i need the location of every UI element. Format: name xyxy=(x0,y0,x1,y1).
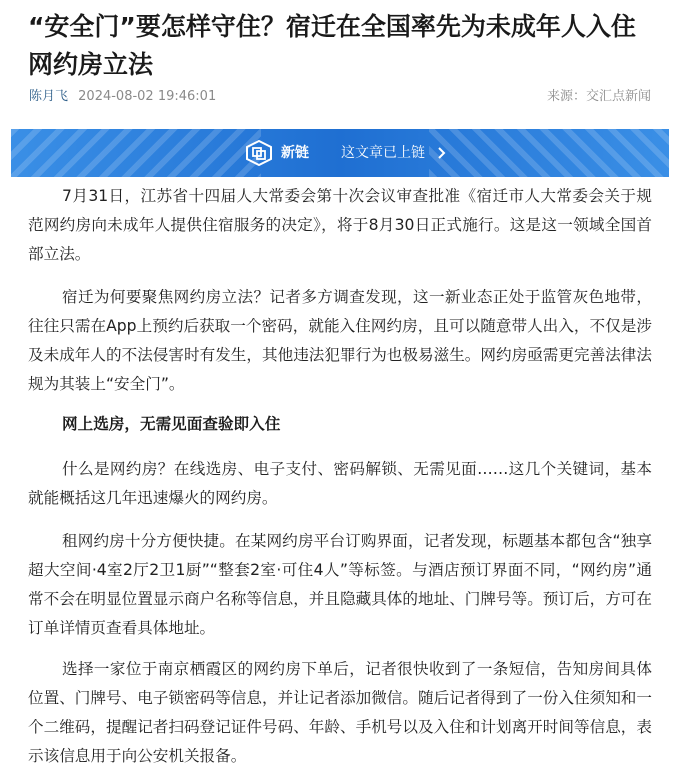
banner-stripes-right xyxy=(429,129,669,177)
publish-date: 2024-08-02 19:46:01 xyxy=(78,89,217,104)
article-meta xyxy=(29,87,651,107)
paragraph: 7月31日，江苏省十四届人大常委会第十次会议审查批准《宿迁市人大常委会关于规范网约房向未成年人提供住宿服务的决定》，将于8月30日正式施行。这是这一领域全国首部立法。 xyxy=(28,187,652,263)
paragraph: 选择一家位于南京栖霞区的网约房下单后，记者很快收到了一条短信，告知房间具体位置、门牌号、电子锁密码等信息，并让记者添加微信。随后记者得到了一份入住须知和一个二维码，提醒记者扫码登记证件号码、年龄、手机号以及入住和计划离开时间等信息，表示该信息用于向公安机关报备。 xyxy=(28,660,652,765)
paragraph: 宿迁为何要聚焦网约房立法？记者多方调查发现，这一新业态正处于监管灰色地带，往往只需在App上预约后获取一个密码，就能入住网约房，且可以随意带人出入，不仅是涉及未成年人的不法侵害时有发生，其他违法犯罪行为也极易滋生。网约房亟需更完善法律法规为其装上“安全门”。 xyxy=(28,288,652,393)
blockchain-cube-icon xyxy=(245,140,273,166)
blockchain-banner[interactable] xyxy=(11,129,669,177)
on-chain-link[interactable]: 这文章已上链 xyxy=(341,145,425,161)
chevron-right-icon xyxy=(437,147,446,159)
paragraph: 租网约房十分方便快捷。在某网约房平台订购界面，记者发现，标题基本都包含“独享超大空间·4室2厅2卫1厨”“整套2室·可住4人”等标签。与酒店预订界面不同，“网约房”通常不会在明显位置显示商户名称等信息，并且隐藏具体的地址、门牌号等。预订后，方可在订单详情页查看具体地址。 xyxy=(28,532,652,637)
banner-label: 新链 xyxy=(281,145,309,161)
paragraph: 什么是网约房？在线选房、电子支付、密码解锁、无需见面……这几个关键词，基本就能概括这几年迅速爆火的网约房。 xyxy=(28,460,652,507)
banner-stripes-left xyxy=(11,129,261,177)
section-heading: 网上选房，无需见面查验即入住 xyxy=(62,415,281,433)
article-source: 来源：交汇点新闻 xyxy=(546,89,651,104)
author-link[interactable]: 陈月飞 xyxy=(29,89,69,104)
article-title: “安全门”要怎样守住？宿迁在全国率先为未成年人入住网约房立法 xyxy=(28,12,636,79)
